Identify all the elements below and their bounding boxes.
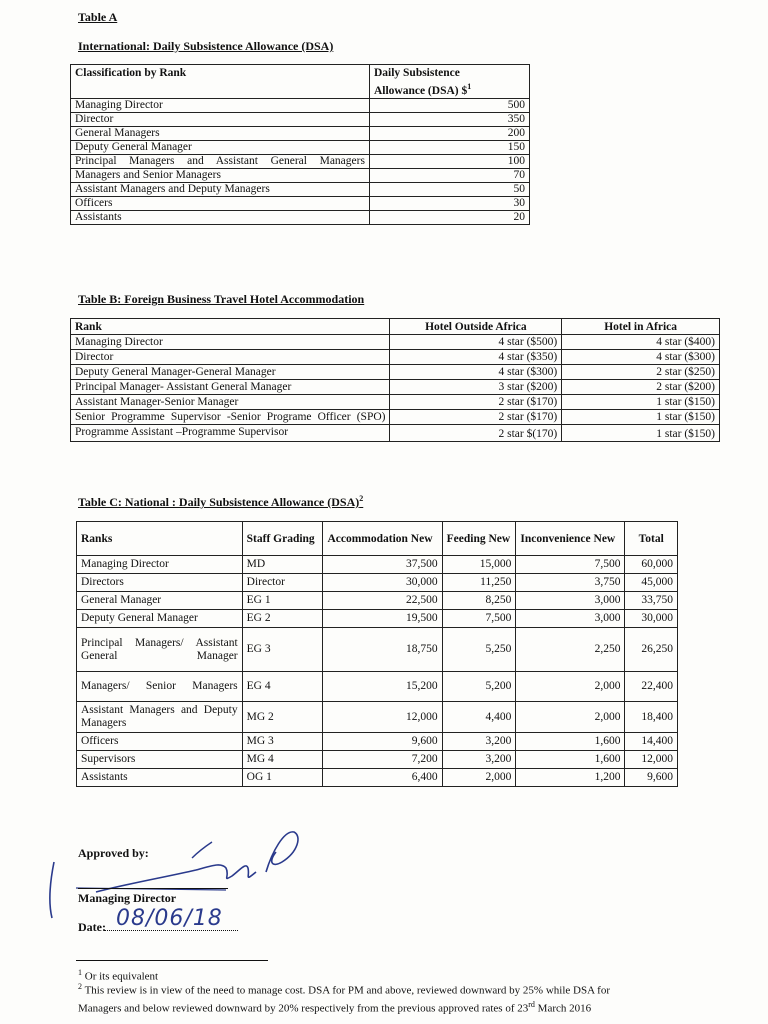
table-b-rank: Programme Assistant –Programme Supervisor xyxy=(71,425,390,442)
table-c-accommodation: 18,750 xyxy=(323,628,442,672)
table-c-rank: Assistants xyxy=(77,769,243,787)
table-c-grading: MG 2 xyxy=(242,702,323,733)
table-c-total: 30,000 xyxy=(625,610,678,628)
footnote-2-line1 xyxy=(78,980,738,998)
table-a-title: International: Daily Subsistence Allowance (DSA) xyxy=(78,39,334,53)
table-row xyxy=(77,556,678,574)
table-c-rank: General Manager xyxy=(77,592,243,610)
table-c-total: 22,400 xyxy=(625,672,678,702)
table-c-inconvenience: 2,000 xyxy=(516,672,625,702)
table-c-accommodation: 37,500 xyxy=(323,556,442,574)
table-c-grading: MD xyxy=(242,556,323,574)
table-row xyxy=(71,112,530,126)
table-c-total: 33,750 xyxy=(625,592,678,610)
table-row xyxy=(71,410,720,425)
table-a-rank: Managers and Senior Managers xyxy=(71,168,370,182)
footnote-2-text-b: Managers and below reviewed downward by 20% respectively from the previous approved rates of 23 xyxy=(78,1002,529,1015)
table-b-africa: 2 star ($200) xyxy=(562,380,720,395)
table-c-feeding: 3,200 xyxy=(442,733,516,751)
table-row xyxy=(77,592,678,610)
table-a-rank: Assistant Managers and Deputy Managers xyxy=(71,182,370,196)
table-a-dsa: 50 xyxy=(369,182,529,196)
table-c-rank: Directors xyxy=(77,574,243,592)
date-value: 08/06/18 xyxy=(116,906,223,931)
table-row xyxy=(71,210,530,224)
table-b-outside: 3 star ($200) xyxy=(390,380,562,395)
table-c-total: 26,250 xyxy=(625,628,678,672)
footnote-1-text: Or its equivalent xyxy=(84,970,159,983)
table-b-title: Table B: Foreign Business Travel Hotel Accommodation xyxy=(78,292,365,306)
table-a-rank: General Managers xyxy=(71,126,370,140)
table-b-col-africa: Hotel in Africa xyxy=(562,319,720,335)
table-c-accommodation: 9,600 xyxy=(323,733,442,751)
table-c-grading: EG 2 xyxy=(242,610,323,628)
signature-line xyxy=(78,888,228,889)
table-a-dsa: 70 xyxy=(369,168,529,182)
table-c-col-inconvenience: Inconvenience New xyxy=(516,522,625,556)
table-c-total: 14,400 xyxy=(625,733,678,751)
table-row xyxy=(77,733,678,751)
table-c-inconvenience: 3,000 xyxy=(516,610,625,628)
table-c-inconvenience: 7,500 xyxy=(516,556,625,574)
footnote-1-mark: 1 xyxy=(78,968,82,977)
table-a-rank: Officers xyxy=(71,196,370,210)
table-a-rank: Deputy General Manager xyxy=(71,140,370,154)
table-c-feeding: 8,250 xyxy=(442,592,516,610)
table-c-feeding: 5,250 xyxy=(442,628,516,672)
table-row xyxy=(71,350,720,365)
table-b-africa: 2 star ($250) xyxy=(562,365,720,380)
table-c-accommodation: 15,200 xyxy=(323,672,442,702)
table-c-rank: Assistant Managers and Deputy Managers xyxy=(77,702,243,733)
table-c-inconvenience: 3,750 xyxy=(516,574,625,592)
table-b-header xyxy=(71,319,720,335)
table-c-accommodation: 22,500 xyxy=(323,592,442,610)
table-c-title-text: Table C: National : Daily Subsistence Allowance (DSA) xyxy=(78,495,360,509)
table-c-accommodation: 30,000 xyxy=(323,574,442,592)
table-a-dsa: 100 xyxy=(369,154,529,168)
table-c-inconvenience: 3,000 xyxy=(516,592,625,610)
table-row xyxy=(71,196,530,210)
table-row xyxy=(77,702,678,733)
table-c-inconvenience: 1,600 xyxy=(516,751,625,769)
table-row xyxy=(71,154,530,168)
table-a-dsa: 200 xyxy=(369,126,529,140)
table-b-rank: Assistant Manager-Senior Manager xyxy=(71,395,390,410)
table-row xyxy=(77,751,678,769)
table-a-header xyxy=(71,65,530,99)
table-row xyxy=(71,425,720,442)
footnote-2 xyxy=(78,980,738,1015)
table-c-rank: Managers/ Senior Managers xyxy=(77,672,243,702)
table-c-grading: Director xyxy=(242,574,323,592)
table-row xyxy=(71,335,720,350)
table-row xyxy=(71,98,530,112)
table-c-inconvenience: 1,200 xyxy=(516,769,625,787)
table-a-col-dsa xyxy=(369,65,529,99)
table-c-rank: Officers xyxy=(77,733,243,751)
table-c-accommodation: 6,400 xyxy=(323,769,442,787)
table-a-rank: Director xyxy=(71,112,370,126)
table-c-col-total: Total xyxy=(625,522,678,556)
table-a-col-dsa-text: Allowance (DSA) $ xyxy=(373,84,468,97)
table-c-grading: OG 1 xyxy=(242,769,323,787)
footnote-2-text-c: March 2016 xyxy=(537,1002,592,1015)
table-c-col-grading: Staff Grading xyxy=(242,522,323,556)
table-c xyxy=(76,521,678,787)
table-row xyxy=(77,672,678,702)
table-b-africa: 4 star ($400) xyxy=(562,335,720,350)
table-a-col-dsa-line1: Daily Subsistence xyxy=(373,67,460,79)
table-a-label: Table A xyxy=(78,10,118,24)
table-c-grading: EG 3 xyxy=(242,628,323,672)
table-a xyxy=(70,64,530,225)
table-a-dsa: 20 xyxy=(369,210,529,224)
table-a-dsa: 350 xyxy=(369,112,529,126)
table-c-inconvenience: 1,600 xyxy=(516,733,625,751)
table-b-outside: 4 star ($300) xyxy=(390,365,562,380)
table-c-accommodation: 19,500 xyxy=(323,610,442,628)
table-c-total: 9,600 xyxy=(625,769,678,787)
table-row xyxy=(71,168,530,182)
table-c-grading: MG 3 xyxy=(242,733,323,751)
table-a-footnote-ref: 1 xyxy=(467,82,472,91)
table-c-total: 60,000 xyxy=(625,556,678,574)
table-a-col-dsa-line2 xyxy=(374,80,525,98)
approved-by-label: Approved by: xyxy=(78,846,149,860)
table-row xyxy=(71,380,720,395)
table-c-feeding: 2,000 xyxy=(442,769,516,787)
table-row xyxy=(77,574,678,592)
table-c-total: 18,400 xyxy=(625,702,678,733)
table-c-footnote-ref: 2 xyxy=(359,494,364,503)
table-c-accommodation: 12,000 xyxy=(323,702,442,733)
table-b-rank: Director xyxy=(71,350,390,365)
table-c-total: 12,000 xyxy=(625,751,678,769)
table-a-rank: Assistants xyxy=(71,210,370,224)
table-b-rank: Senior Programme Supervisor -Senior Programe Officer (SPO) xyxy=(71,410,390,425)
table-row xyxy=(71,126,530,140)
table-c-col-ranks: Ranks xyxy=(77,522,243,556)
table-b-rank: Managing Director xyxy=(71,335,390,350)
table-row xyxy=(71,140,530,154)
footnote-2-line2 xyxy=(78,998,738,1016)
table-b-rank: Principal Manager- Assistant General Manager xyxy=(71,380,390,395)
table-c-title xyxy=(78,494,363,510)
table-b-col-rank: Rank xyxy=(71,319,390,335)
table-a-dsa: 500 xyxy=(369,98,529,112)
table-row xyxy=(71,365,720,380)
table-a-rank: Principal Managers and Assistant General Managers xyxy=(71,154,370,168)
date-label: Date: xyxy=(78,920,106,934)
table-c-feeding: 7,500 xyxy=(442,610,516,628)
table-c-feeding: 4,400 xyxy=(442,702,516,733)
table-b-outside: 2 star $(170) xyxy=(390,425,562,442)
table-row xyxy=(71,395,720,410)
table-b-africa: 4 star ($300) xyxy=(562,350,720,365)
table-b-africa: 1 star ($150) xyxy=(562,395,720,410)
table-c-feeding: 5,200 xyxy=(442,672,516,702)
table-c-feeding: 11,250 xyxy=(442,574,516,592)
table-b-africa: 1 star ($150) xyxy=(562,425,720,442)
table-a-col-rank: Classification by Rank xyxy=(71,65,370,99)
table-b-outside: 2 star ($170) xyxy=(390,395,562,410)
footnote-2-sup: rd xyxy=(528,999,535,1009)
table-c-accommodation: 7,200 xyxy=(323,751,442,769)
table-a-dsa: 150 xyxy=(369,140,529,154)
table-c-grading: EG 4 xyxy=(242,672,323,702)
table-row xyxy=(71,182,530,196)
table-b-col-outside: Hotel Outside Africa xyxy=(390,319,562,335)
table-b-outside: 4 star ($500) xyxy=(390,335,562,350)
table-c-rank: Principal Managers/ Assistant General Manager xyxy=(77,628,243,672)
table-c-col-feeding: Feeding New xyxy=(442,522,516,556)
table-row xyxy=(77,628,678,672)
footnote-2-text-a: This review is in view of the need to manage cost. DSA for PM and above, reviewed downward by 25% while DSA for xyxy=(84,984,611,997)
table-a-dsa: 30 xyxy=(369,196,529,210)
table-a-rank: Managing Director xyxy=(71,98,370,112)
table-c-rank: Deputy General Manager xyxy=(77,610,243,628)
table-b-outside: 2 star ($170) xyxy=(390,410,562,425)
table-c-feeding: 15,000 xyxy=(442,556,516,574)
table-c-header xyxy=(77,522,678,556)
table-c-feeding: 3,200 xyxy=(442,751,516,769)
table-b-rank: Deputy General Manager-General Manager xyxy=(71,365,390,380)
table-c-col-accommodation: Accommodation New xyxy=(323,522,442,556)
table-b xyxy=(70,318,720,442)
table-c-total: 45,000 xyxy=(625,574,678,592)
table-b-outside: 4 star ($350) xyxy=(390,350,562,365)
role-label: Managing Director xyxy=(78,891,177,905)
table-c-grading: MG 4 xyxy=(242,751,323,769)
footnote-2-mark: 2 xyxy=(78,982,82,991)
table-c-inconvenience: 2,250 xyxy=(516,628,625,672)
table-c-rank: Managing Director xyxy=(77,556,243,574)
table-row xyxy=(77,769,678,787)
table-c-rank: Supervisors xyxy=(77,751,243,769)
table-row xyxy=(77,610,678,628)
table-c-grading: EG 1 xyxy=(242,592,323,610)
table-b-africa: 1 star ($150) xyxy=(562,410,720,425)
table-c-inconvenience: 2,000 xyxy=(516,702,625,733)
footnote-divider xyxy=(76,960,268,961)
